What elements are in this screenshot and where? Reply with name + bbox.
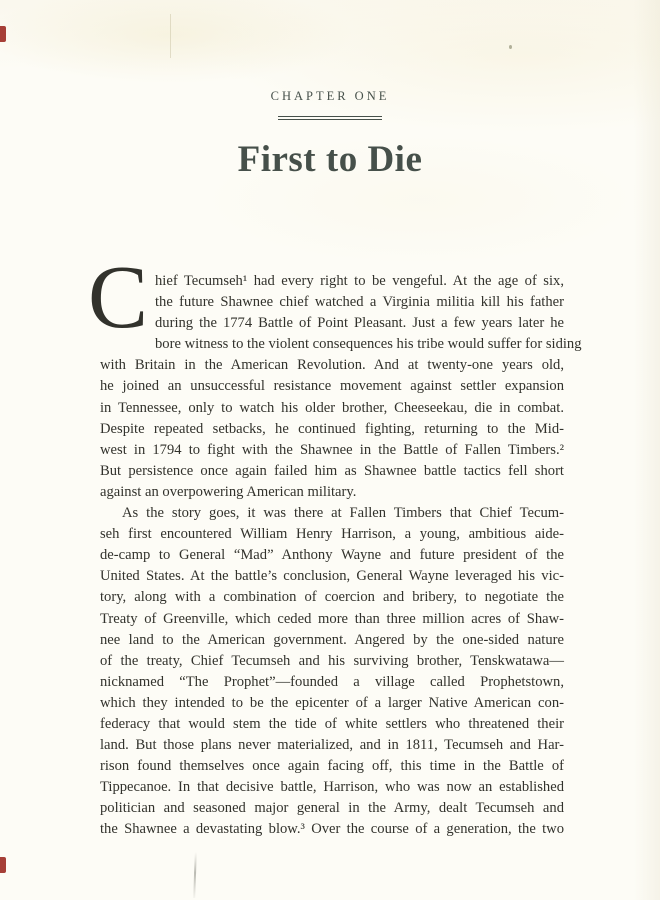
text-line: of the treaty, Chief Tecumseh and his surviving brother, Tenskwatawa—: [100, 652, 564, 669]
text-line: As the story goes, it was there at Fallen Timbers that Chief Tecum-: [122, 505, 564, 522]
text-line: which they intended to be the epicenter of a larger Native American con-: [100, 694, 564, 711]
scan-edge-mark-top: [0, 26, 6, 42]
text-line: politician and seasoned major general in the Army, dealt Tecumseh and: [100, 800, 564, 817]
text-line: Tippecanoe. In that decisive battle, Harrison, who was now an established: [100, 779, 564, 796]
text-line: seh first encountered William Henry Harrison, a young, ambitious aide-: [100, 526, 564, 543]
chapter-rule-divider: [278, 116, 382, 120]
text-line: the Shawnee a devastating blow.³ Over the course of a generation, the two: [100, 821, 564, 838]
text-line: de-camp to General “Mad” Anthony Wayne and future president of the: [100, 547, 564, 564]
body-text: [88, 248, 582, 841]
text-line: rison found themselves once again facing off, this time in the Battle of: [100, 758, 564, 775]
drop-cap: C: [88, 248, 149, 347]
chapter-title: First to Die: [237, 139, 423, 180]
text-line: land. But those plans never materialized, and in 1811, Tecumseh and Har-: [100, 737, 564, 754]
pencil-mark-artifact: [193, 852, 197, 898]
text-line: nicknamed “The Prophet”—founded a village called Prophetstown,: [100, 673, 564, 690]
text-line: federacy that would stem the tide of white settlers who threatened their: [100, 715, 564, 732]
scan-speck-artifact: [509, 45, 512, 49]
chapter-label: CHAPTER ONE: [270, 89, 390, 103]
paragraph-one: [88, 248, 582, 503]
text-line: west in 1794 to fight with the Shawnee in the Battle of Fallen Timbers.²: [100, 441, 564, 458]
text-line: the future Shawnee chief watched a Virginia militia kill his father: [155, 294, 564, 311]
text-line: during the 1774 Battle of Point Pleasant. Just a few years later he: [155, 315, 564, 332]
scan-edge-mark-bottom: [0, 857, 6, 873]
text-line: United States. At the battle’s conclusion, General Wayne leveraged his vic-: [100, 568, 564, 585]
paragraph-two: [100, 503, 564, 841]
text-line: bore witness to the violent consequences his tribe would suffer for siding: [155, 336, 582, 353]
text-line: with Britain in the American Revolution. And at twenty-one years old,: [100, 357, 564, 374]
text-line: he joined an unsuccessful resistance movement against settler expansion: [100, 378, 564, 395]
text-line: nee land to the American government. Angered by the one-sided nature: [100, 631, 564, 648]
text-line: But persistence once again failed him as Shawnee battle tactics fell short: [100, 462, 564, 479]
text-line: in Tennessee, only to watch his older brother, Cheeseekau, die in combat.: [100, 399, 564, 416]
text-line: hief Tecumseh¹ had every right to be vengeful. At the age of six,: [155, 273, 564, 289]
text-line: Treaty of Greenville, which ceded more than three million acres of Shaw-: [100, 610, 564, 627]
scan-scratch-artifact: [170, 14, 171, 58]
text-line: against an overpowering American military.: [100, 483, 357, 500]
text-line: tory, along with a combination of coercion and bribery, to negotiate the: [100, 589, 564, 606]
text-line: Despite repeated setbacks, he continued fighting, returning to the Mid-: [100, 420, 564, 437]
